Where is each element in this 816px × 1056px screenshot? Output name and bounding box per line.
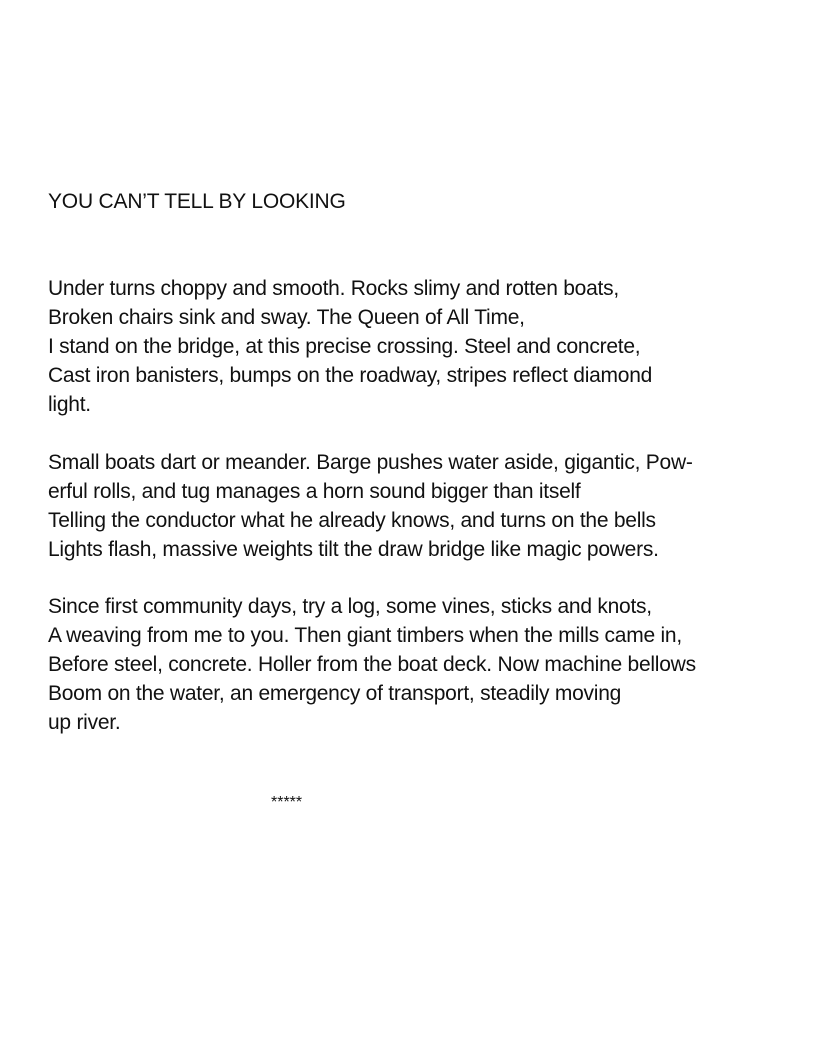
poem-line: Broken chairs sink and sway. The Queen of All Time, <box>48 306 525 329</box>
poem-line: up river. <box>48 711 121 734</box>
poem-title: YOU CAN’T TELL BY LOOKING <box>48 190 346 213</box>
stanza-3 <box>48 592 788 737</box>
poem-line: Cast iron banisters, bumps on the roadway, stripes reflect diamond <box>48 364 653 387</box>
poem-line: Small boats dart or meander. Barge pushes water aside, gigantic, Pow- <box>48 451 693 474</box>
poem-line: erful rolls, and tug manages a horn sound bigger than itself <box>48 480 581 503</box>
poem-line: Boom on the water, an emergency of transport, steadily moving <box>48 682 622 705</box>
poem-line: I stand on the bridge, at this precise crossing. Steel and concrete, <box>48 335 641 358</box>
poem-line: Lights flash, massive weights tilt the draw bridge like magic powers. <box>48 538 659 561</box>
poem-line: Under turns choppy and smooth. Rocks slimy and rotten boats, <box>48 277 619 300</box>
poem-line: Telling the conductor what he already knows, and turns on the bells <box>48 509 656 532</box>
poem-line: Since first community days, try a log, some vines, sticks and knots, <box>48 595 652 618</box>
section-break: ***** <box>271 794 303 811</box>
poem-line: Before steel, concrete. Holler from the boat deck. Now machine bellows <box>48 653 696 676</box>
poem-line: A weaving from me to you. Then giant timbers when the mills came in, <box>48 624 682 647</box>
stanza-1 <box>48 274 788 419</box>
stanza-2 <box>48 448 788 564</box>
poem-line: light. <box>48 393 91 416</box>
